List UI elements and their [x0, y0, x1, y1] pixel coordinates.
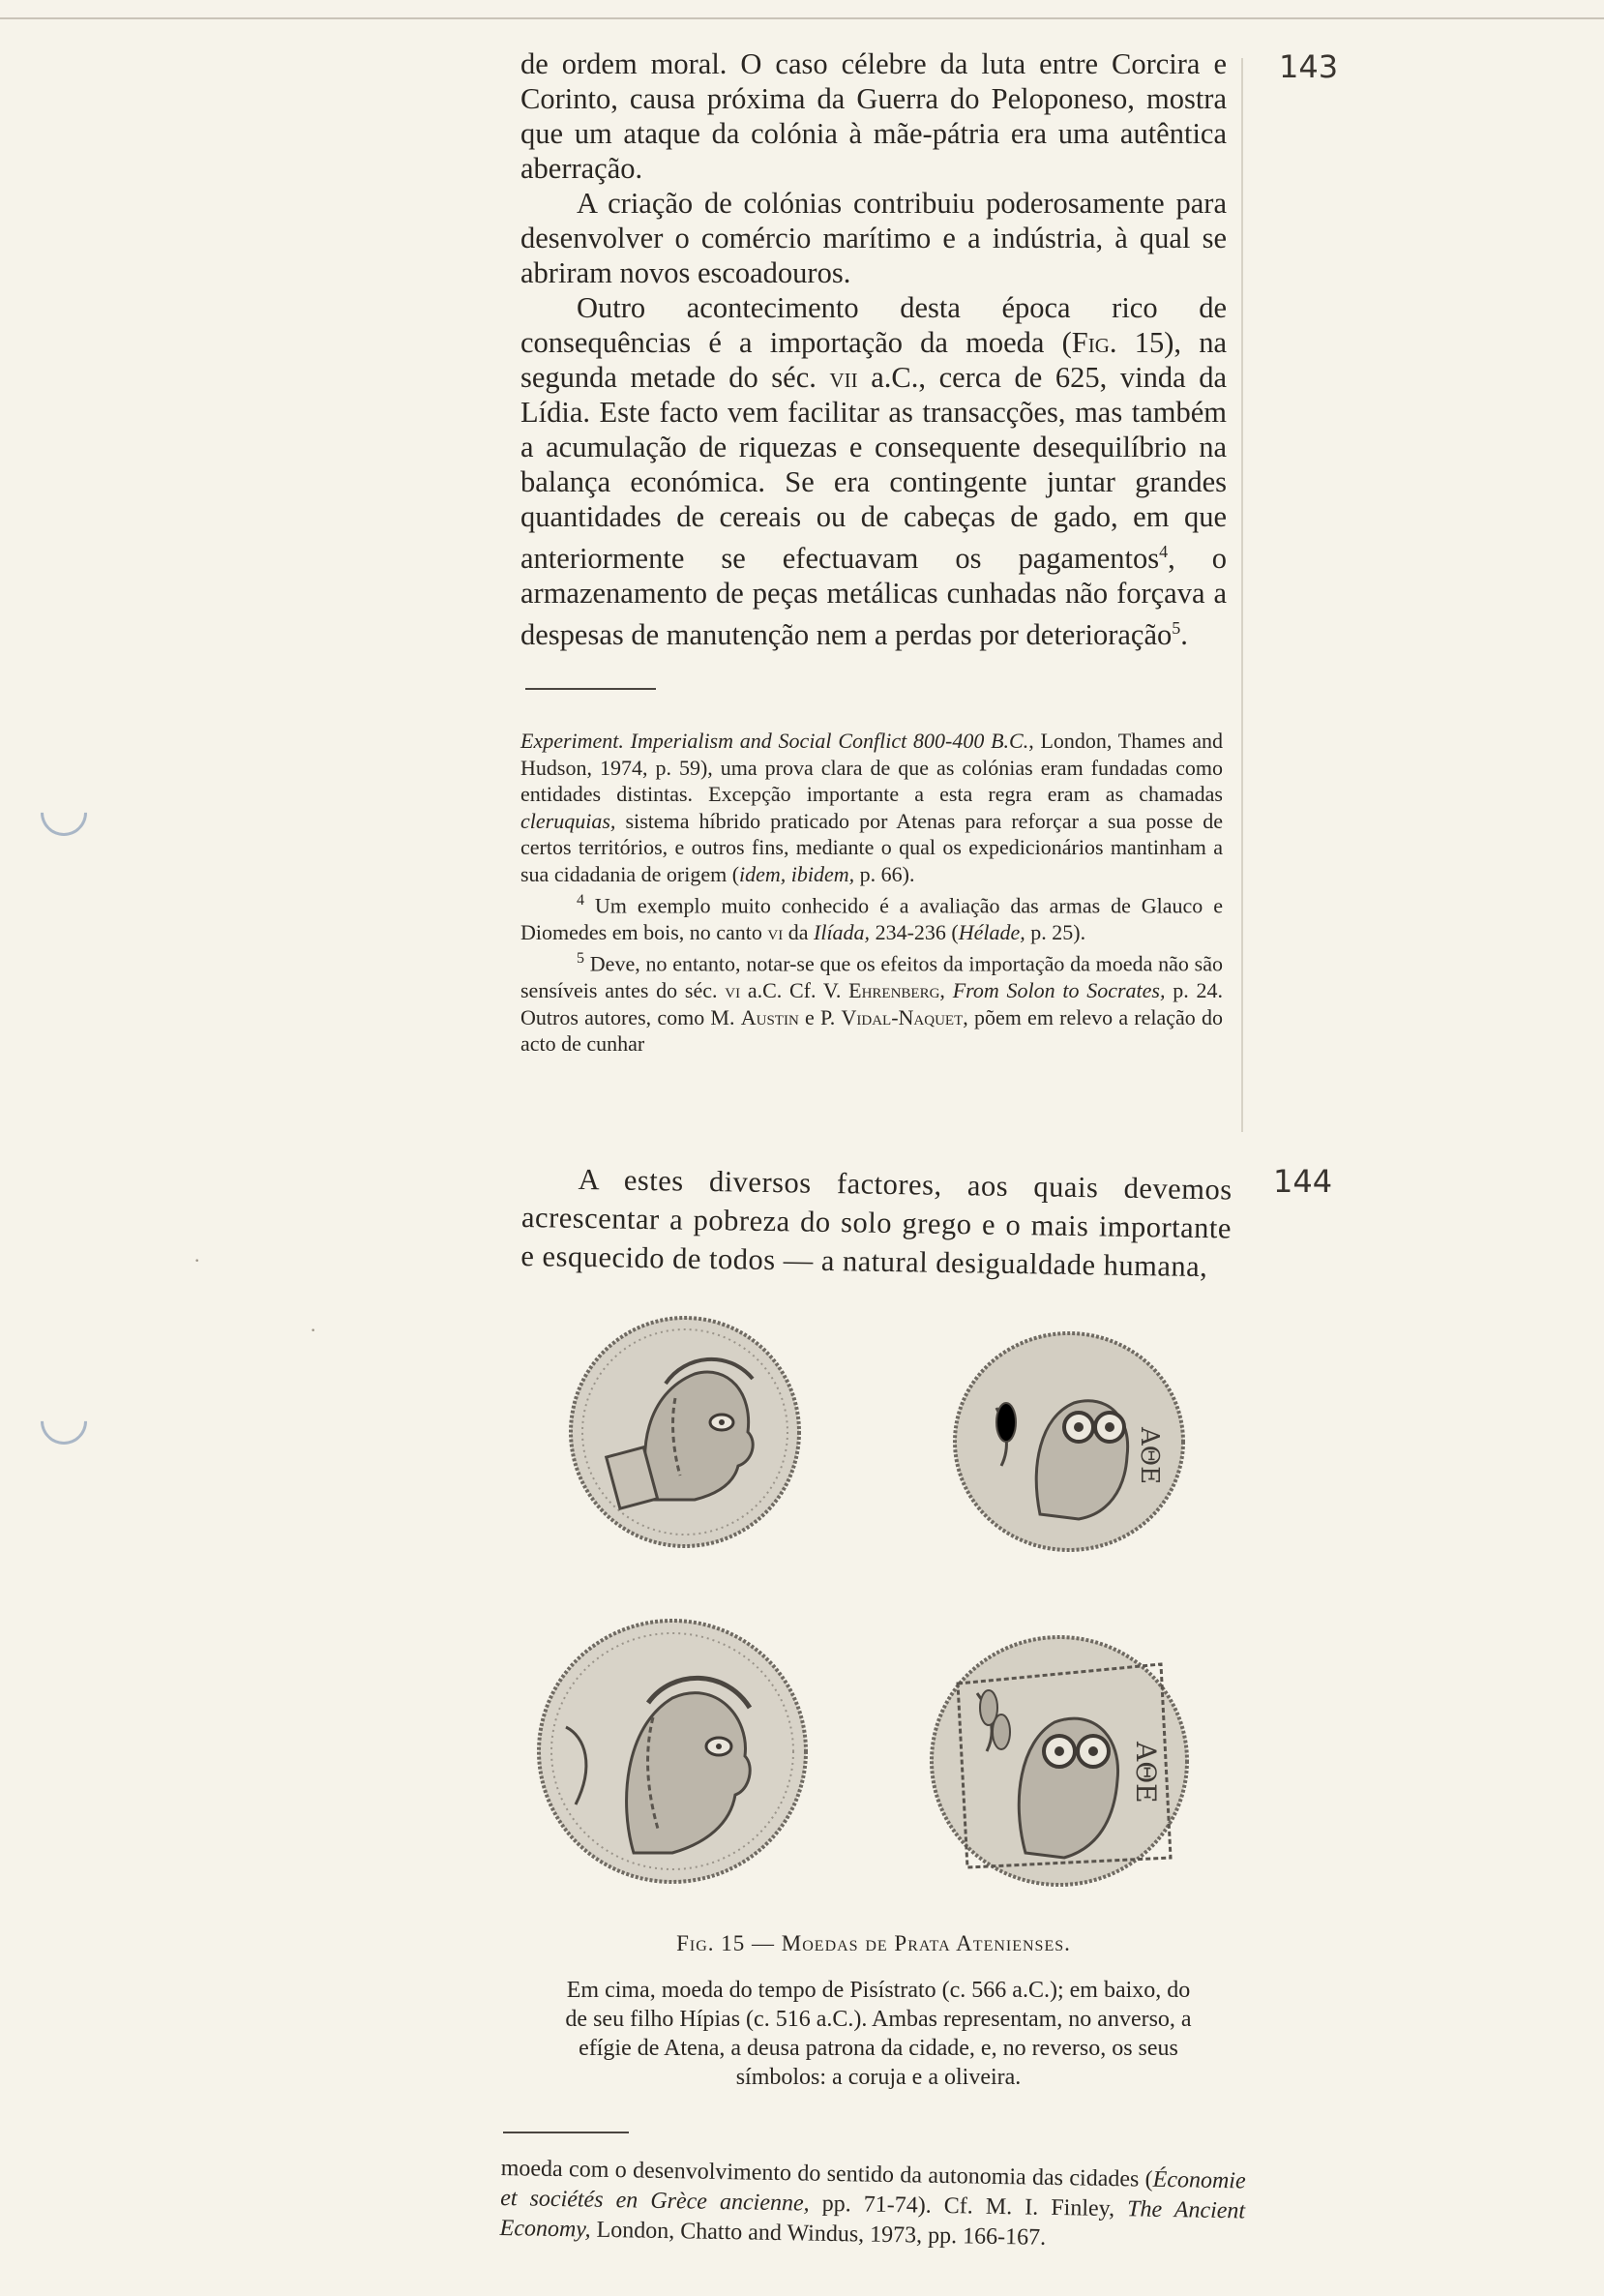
footnote-5-number: 5	[577, 950, 584, 968]
footnote-separator-bottom	[503, 2132, 629, 2133]
footnote-5-century: vi	[725, 978, 741, 1003]
century-numeral: vii	[829, 361, 858, 394]
paragraph-3-text: Outro acontecimento desta época rico de consequências é a importação da moeda (	[520, 291, 1227, 359]
footnote-continuation	[520, 728, 1223, 887]
margin-rule	[1241, 58, 1243, 1132]
footnote-4-text: p. 25).	[1025, 919, 1086, 944]
coin-inscription-top: ΑΘΕ	[1135, 1427, 1164, 1485]
binder-hole-bottom	[31, 1388, 97, 1454]
binder-hole-top	[31, 780, 97, 846]
bottom-footnote-italic: The Ancient Economy,	[499, 2196, 1246, 2243]
footnote-4-number: 4	[577, 892, 584, 909]
footnote-italic-title: Experiment. Imperialism and Social Conflict 800-400 B.C.	[520, 729, 1029, 753]
footnote-4	[520, 887, 1223, 945]
footnote-5-italic: From Solon to Socrates,	[952, 978, 1166, 1003]
footnote-italic-ref: idem, ibidem,	[739, 861, 855, 886]
footnote-text: sistema híbrido praticado por Atenas para reforçar a sua posse de certos territórios, e outros fins, mediante o qual os expedicionários mantinham a sua cidadania de origem (	[520, 808, 1223, 886]
footnote-5-text: p. 24. Outros autores, como M.	[520, 978, 1223, 1029]
paragraph-lower: A estes diversos factores, aos quais devemos acrescentar a pobreza do solo grego e o mais importante e esquecido de todos — a natural desigualdade humana,	[520, 1162, 1233, 1284]
footnote-4-text: 234-236 (	[870, 919, 959, 944]
footnote-5-text: Deve, no entanto, notar-se que os efeitos da importação da moeda não são sensíveis antes do séc.	[520, 951, 1223, 1003]
footnote-5-text: e P.	[798, 1004, 842, 1029]
paragraph-3-period: .	[1180, 618, 1188, 652]
bottom-footnote	[499, 2154, 1246, 2256]
footnote-text: , London, Thames and Hudson, 1974, p. 59), uma prova clara de que as colónias eram fundadas como entidades distintas. Excepção importante a esta regra eram as chamadas	[520, 729, 1223, 806]
bottom-footnote-italic: Économie et sociétés en Grèce ancienne,	[499, 2166, 1246, 2217]
figure-number: 15 —	[714, 1931, 782, 1955]
main-text-top	[520, 46, 1227, 652]
bottom-footnote-text: moeda com o desenvolvimento do sentido da autonomia das cidades (	[500, 2155, 1153, 2192]
figure-title: Moedas de Prata Atenienses.	[781, 1931, 1071, 1955]
figure-reference: Fig.	[1071, 326, 1117, 359]
footnote-5-author: Ehrenberg,	[848, 978, 945, 1003]
coin-athena-obverse-bottom	[527, 1611, 817, 1892]
margin-page-number-144: 144	[1273, 1163, 1333, 1200]
footnote-4-text: Um exemplo muito conhecido é a avaliação das armas de Glauco e Diomedes em bois, no canto	[520, 893, 1223, 944]
footnote-5-text: a.C. Cf. V.	[740, 978, 849, 1003]
paragraph-3-text-end: , o armazenamento de peças metálicas cunhadas não forçava a despesas de manutenção nem a perdas por deterioração	[520, 542, 1228, 652]
coin-owl-reverse-bottom	[919, 1625, 1200, 1896]
footnote-5	[520, 945, 1223, 1057]
bottom-footnote-text: pp. 71-74). Cf. M. I. Finley,	[809, 2191, 1128, 2222]
coin-owl-reverse-top	[943, 1321, 1195, 1563]
paragraph-3-text-cont: a.C., cerca de 625, vinda da Lídia. Este facto vem facilitar as transacções, mas também a acumulação de riquezas e consequente desequilíbrio na balança económica. Se era contingente juntar grandes quantidades de cereais ou de cabeças de gado, em que anteriormente se efectuavam os pagamentos	[520, 361, 1227, 576]
bottom-footnote-text: London, Chatto and Windus, 1973, pp. 166-167.	[590, 2217, 1047, 2251]
paragraph-3	[520, 290, 1227, 652]
footnotes	[520, 728, 1223, 1058]
paragraph-2: A criação de colónias contribuiu poderosamente para desenvolver o comércio marítimo e a indústria, à qual se abriram novos escoadouros.	[520, 187, 1227, 289]
footnote-4-canto: vi	[767, 919, 784, 944]
figure-label: Fig.	[676, 1931, 715, 1955]
footnote-5-text: põem em relevo a relação do acto de cunhar	[520, 1004, 1224, 1057]
footnote-marker-5: 5	[1172, 618, 1181, 639]
figure-caption-text: Em cima, moeda do tempo de Pisístrato (c. 566 a.C.); em baixo, do de seu filho Hípias (c. 516 a.C.). Ambas representam, no anverso, a efígie de Atena, a deusa patrona da cidade, e, no reverso, os seus símbolos: a coruja e a oliveira.	[565, 1978, 1192, 2090]
margin-page-number-143: 143	[1279, 48, 1339, 85]
footnote-separator	[525, 688, 656, 690]
page-top-edge	[0, 17, 1604, 19]
footnote-5-author: Vidal-Naquet,	[841, 1004, 968, 1029]
footnote-4-italic: Ilíada,	[814, 919, 871, 944]
main-text-bottom	[520, 1159, 1233, 1287]
scan-speck: ·	[193, 1248, 201, 1272]
figure-reference-number: 15), na segunda metade do séc.	[520, 326, 1227, 394]
footnote-text: p. 66).	[854, 861, 915, 886]
footnote-4-italic: Hélade,	[958, 919, 1025, 944]
footnote-4-text: da	[783, 919, 814, 944]
footnote-italic-term: cleruquias,	[520, 808, 616, 833]
footnote-5-author: Austin	[740, 1004, 799, 1029]
footnote-marker-4: 4	[1159, 542, 1169, 561]
scan-speck: ·	[310, 1318, 317, 1342]
coin-athena-obverse-top	[559, 1306, 811, 1558]
paragraph-1: de ordem moral. O caso célebre da luta entre Corcira e Corinto, causa próxima da Guerra do Peloponeso, mostra que um ataque da colónia à mãe-pátria era uma autêntica aberração.	[520, 47, 1227, 185]
figure-caption-title	[520, 1931, 1227, 1956]
coin-inscription-bottom: ΑΘΕ	[1130, 1742, 1162, 1804]
